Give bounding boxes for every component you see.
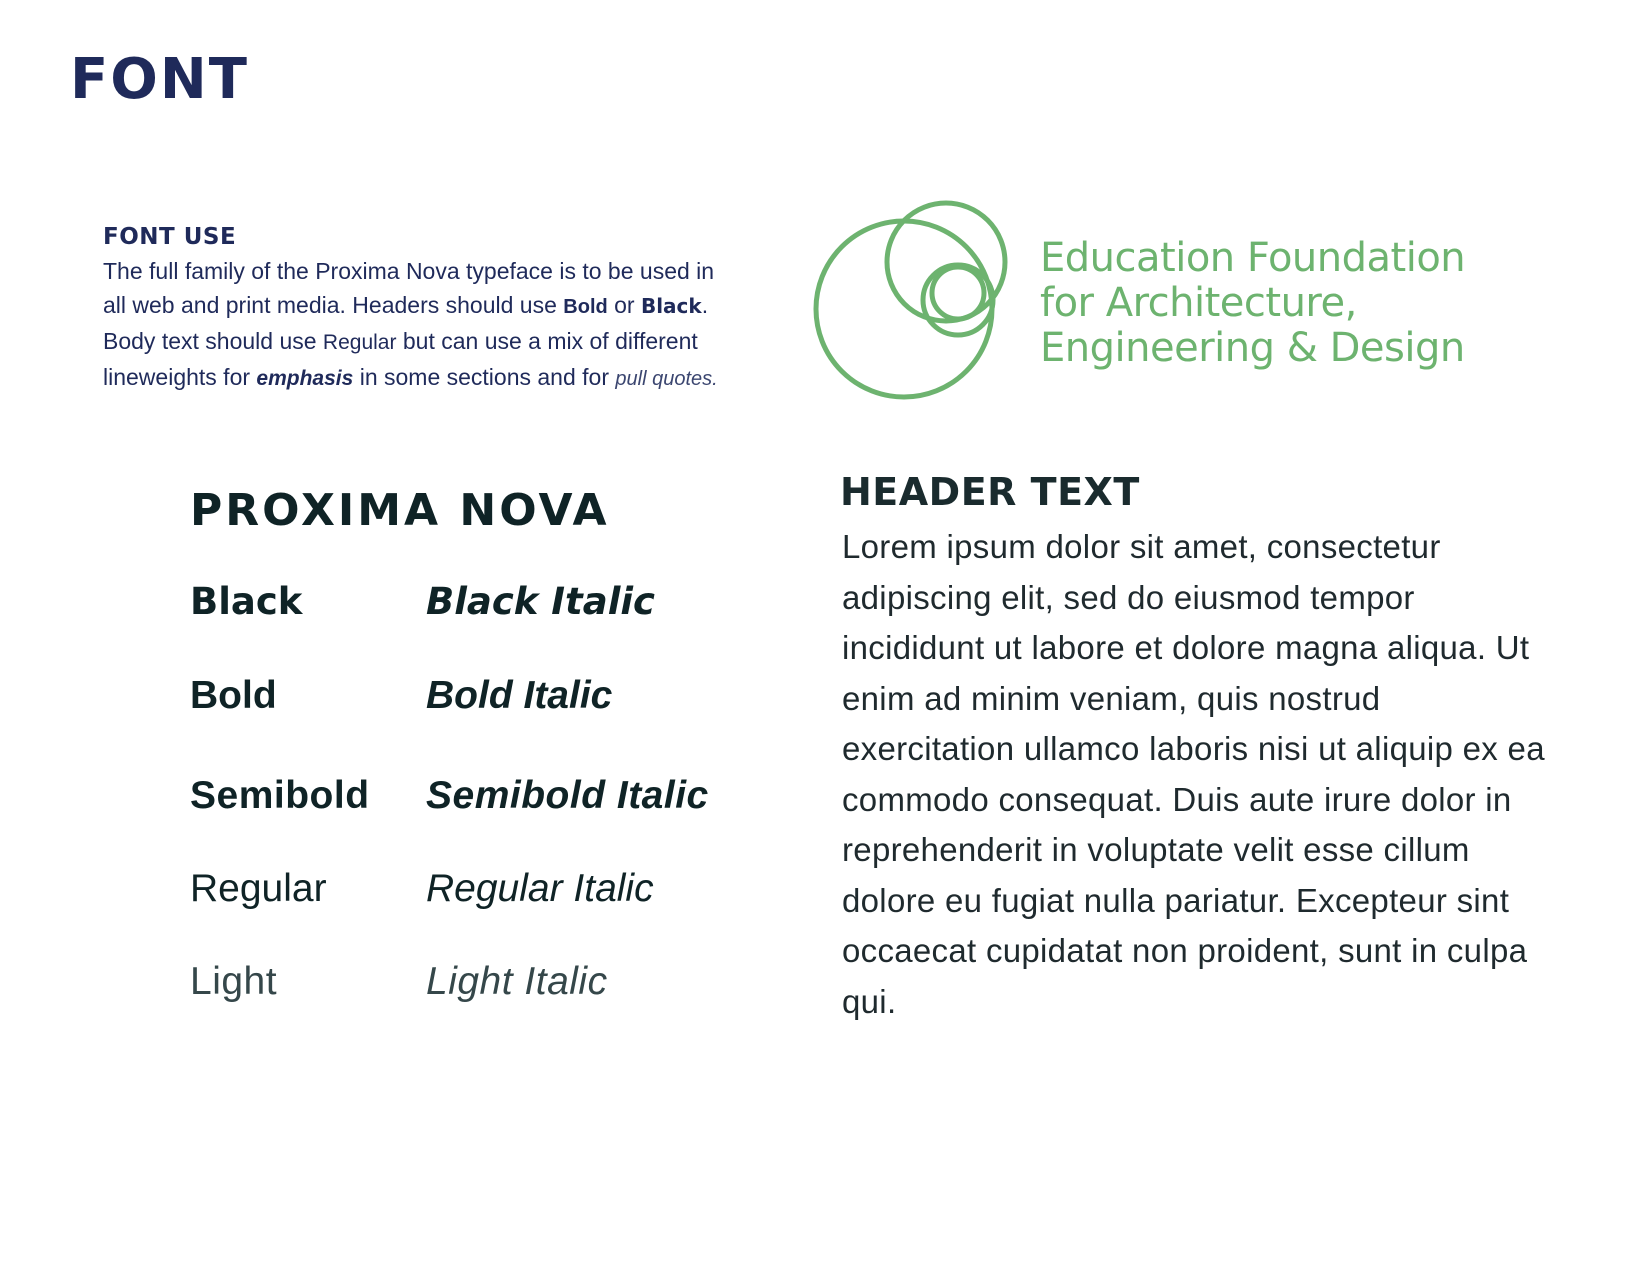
- weight-row-bold: [190, 674, 750, 724]
- font-use-text-3: but can use a mix of different lineweights for: [103, 328, 698, 390]
- weight-italic: Semibold Italic: [426, 774, 709, 817]
- font-use-text-4: in some sections and for: [353, 364, 616, 390]
- regular-word: Regular: [322, 331, 397, 354]
- weight-row-semibold: [190, 774, 750, 824]
- weight-row-regular: [190, 867, 750, 917]
- font-use-heading: FONT USE: [103, 224, 237, 250]
- weight-name: Regular: [190, 867, 327, 910]
- page-title: FONT: [70, 47, 249, 112]
- weight-italic: Light Italic: [426, 960, 608, 1003]
- weight-name: Black: [190, 580, 303, 623]
- header-sample-title: HEADER TEXT: [840, 470, 1140, 514]
- or-word: or: [607, 292, 641, 318]
- emphasis-word: emphasis: [256, 367, 354, 390]
- weight-italic: Regular Italic: [426, 867, 654, 910]
- font-use-section: [103, 224, 743, 396]
- logo-line-2: for Architecture,: [1040, 280, 1357, 326]
- logo-circles-icon: [808, 200, 1028, 410]
- font-specimen: [190, 485, 709, 1003]
- weight-name: Light: [190, 960, 278, 1003]
- black-word: Black: [640, 294, 702, 318]
- weight-italic: Bold Italic: [426, 674, 613, 717]
- weight-row-black: [190, 580, 750, 630]
- header-text-sample: [840, 470, 1560, 1027]
- logo-line-3: Engineering & Design: [1040, 325, 1465, 371]
- body-text-sample: Lorem ipsum dolor sit amet, consectetur adipiscing elit, sed do eiusmod tempor incididunt ut labore et dolore magna aliqua. Ut enim ad minim veniam, quis nostrud exercitation ullamco laboris nisi ut aliquip ex ea commodo consequat. Duis aute irure dolor in reprehenderit in voluptate velit esse cillum dolore eu fugiat nulla pariatur. Excepteur sint occaecat cupidatat non proident, sunt in culpa qui.: [842, 528, 1545, 1020]
- logo-wordmark: [1040, 236, 1465, 371]
- pull-quote-word: pull quotes.: [615, 368, 718, 390]
- weight-row-light: [190, 960, 750, 1010]
- foundation-logo: [808, 200, 1508, 410]
- weight-name: Semibold: [190, 774, 370, 817]
- weight-name: Bold: [190, 674, 277, 717]
- font-use-paragraph: [103, 254, 743, 396]
- weight-italic: Black Italic: [426, 580, 655, 623]
- bold-word: Bold: [563, 296, 608, 318]
- font-use-text-2: . Body text should use: [103, 292, 709, 354]
- specimen-title: PROXIMA NOVA: [190, 485, 610, 536]
- font-use-text-1: The full family of the Proxima Nova typeface is to be used in all web and print media. Headers should use: [103, 258, 715, 318]
- logo-line-1: Education Foundation: [1040, 235, 1466, 281]
